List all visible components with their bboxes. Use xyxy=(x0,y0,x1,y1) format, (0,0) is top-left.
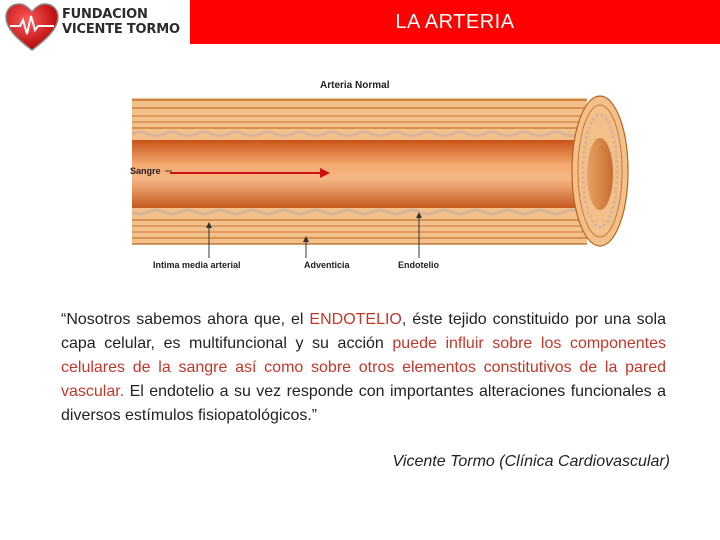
quote-highlight-endotelio: ENDOTELIO xyxy=(309,311,402,328)
page-title: LA ARTERIA xyxy=(395,10,515,33)
heart-icon xyxy=(4,2,60,54)
label-intima: Intima media arterial xyxy=(153,260,241,270)
quote-attribution: Vicente Tormo (Clínica Cardiovascular) xyxy=(392,453,670,470)
logo-text xyxy=(62,7,180,37)
label-sangre: Sangre xyxy=(130,166,161,176)
label-adventicia: Adventicia xyxy=(304,260,350,270)
quote-part3: El endotelio a su vez responde con importantes alteraciones funcionales a diversos estímulos fisiopatológicos.” xyxy=(61,383,666,424)
title-banner xyxy=(190,0,720,44)
quote-highlight-influence: puede influir sobre los componentes celulares de la sangre así como sobre otros elementos constitutivos de la pared vascular. xyxy=(61,335,667,400)
logo-line1: FUNDACION xyxy=(62,7,148,22)
label-endotelio: Endotelio xyxy=(398,260,439,270)
figure-title: Arteria Normal xyxy=(320,80,390,91)
artery-illustration xyxy=(120,70,640,275)
logo xyxy=(4,2,190,54)
quote-part1: “Nosotros sabemos ahora que, el xyxy=(61,311,310,328)
artery-figure xyxy=(120,70,640,275)
quote-paragraph xyxy=(61,308,666,428)
logo-line2: VICENTE TORMO xyxy=(62,22,180,37)
quote-part2: , éste tejido constituido por una sola capa celular, es multifuncional y su acción xyxy=(61,311,667,352)
